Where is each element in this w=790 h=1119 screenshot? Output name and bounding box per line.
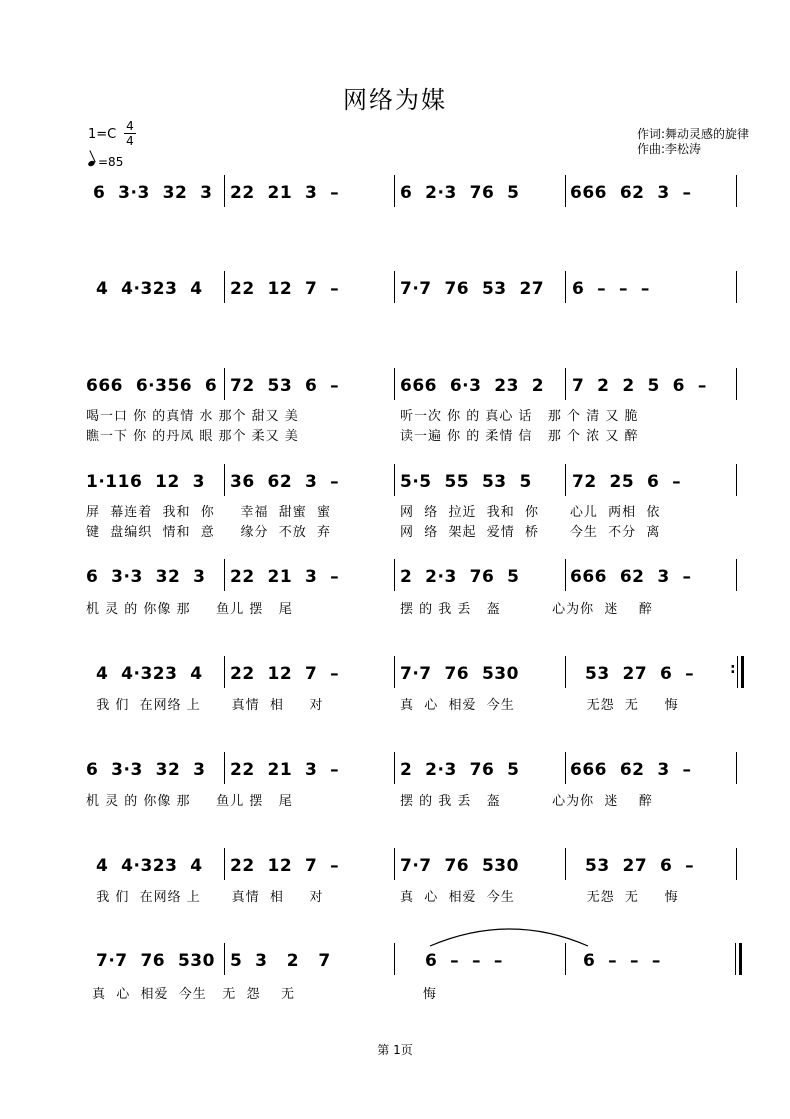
- measure: 4 4·323 4: [96, 856, 203, 876]
- measure: 6 3·3 32 3: [93, 183, 213, 203]
- measure: 666 6·356 6: [86, 376, 218, 396]
- measure: 666 62 3 –: [570, 567, 692, 587]
- lyric: 悔: [423, 987, 438, 1002]
- measure: 22 21 3 –: [230, 567, 340, 587]
- lyric: 机 灵 的 你像 那 鱼儿 摆 尾: [86, 602, 293, 617]
- measure: 7·7 76 530: [400, 664, 519, 684]
- measure: 22 21 3 –: [230, 760, 340, 780]
- lyric: 读一遍 你 的 柔情 信 那 个 浓 又 醉: [400, 429, 639, 444]
- lyric: 网 络 架起 爱情 桥 今生 不分 离: [400, 525, 661, 540]
- lyric: 机 灵 的 你像 那 鱼儿 摆 尾: [86, 794, 293, 809]
- page-number: 第 1页: [377, 1043, 413, 1057]
- measure: 72 25 6 –: [572, 472, 682, 492]
- measure: 53 27 6 –: [585, 664, 695, 684]
- measure: 666 62 3 –: [570, 183, 692, 203]
- measure: 2 2·3 76 5: [400, 567, 520, 587]
- measure: 22 12 7 –: [230, 856, 340, 876]
- lyric: 真 心 相爱 今生 无怨 无 悔: [400, 698, 679, 713]
- time-sig-bottom: 4: [126, 134, 134, 148]
- measure: 7·7 76 530: [96, 951, 215, 971]
- measure: 53 27 6 –: [585, 856, 695, 876]
- measure: 5 3 2 7: [230, 951, 331, 971]
- measure: 7·7 76 530: [400, 856, 519, 876]
- measure: 1·116 12 3: [86, 472, 205, 492]
- measure: 22 12 7 –: [230, 279, 340, 299]
- measure: 4 4·323 4: [96, 664, 203, 684]
- lyricist: 作词:舞动灵感的旋律: [637, 127, 750, 141]
- measure: 6 – – –: [572, 279, 650, 299]
- lyric: 喝一口 你 的真情 水 那个 甜又 美: [86, 409, 299, 424]
- measure: 6 2·3 76 5: [400, 183, 520, 203]
- lyric: 摆 的 我 丢 盔 心为你 迷 醉: [400, 602, 653, 617]
- measure: 6 3·3 32 3: [86, 760, 206, 780]
- lyric: 我 们 在网络 上 真情 相 对: [86, 890, 324, 905]
- measure: 5·5 55 53 5: [400, 472, 532, 492]
- measure: 666 6·3 23 2: [400, 376, 545, 396]
- time-sig-top: 4: [124, 119, 136, 134]
- tempo-value: =85: [98, 155, 124, 169]
- measure: 6 3·3 32 3: [86, 567, 206, 587]
- measure: 7 2 2 5 6 –: [572, 376, 707, 396]
- measure: 666 62 3 –: [570, 760, 692, 780]
- lyric: 真 心 相爱 今生 无 怨 无: [92, 987, 295, 1002]
- measure: 36 62 3 –: [230, 472, 340, 492]
- lyric: 我 们 在网络 上 真情 相 对: [86, 698, 324, 713]
- measure: 6 – – –: [583, 951, 661, 971]
- lyric: 屏 幕连着 我和 你 幸福 甜蜜 蜜: [86, 505, 331, 520]
- song-title: 网络为媒: [343, 86, 447, 114]
- lyric: 瞧一下 你 的丹凤 眼 那个 柔又 美: [86, 429, 299, 444]
- lyric: 网 络 拉近 我和 你 心儿 两相 依: [400, 505, 661, 520]
- measure: 7·7 76 53 27: [400, 279, 545, 299]
- measure: 4 4·323 4: [96, 279, 203, 299]
- measure: 22 21 3 –: [230, 183, 340, 203]
- key-signature: 1=C: [88, 127, 117, 142]
- measure: 22 12 7 –: [230, 664, 340, 684]
- measure: 72 53 6 –: [230, 376, 340, 396]
- lyric: 键 盘编织 情和 意 缘分 不放 弃: [86, 525, 331, 540]
- lyric: 摆 的 我 丢 盔 心为你 迷 醉: [400, 794, 653, 809]
- repeat-dots: :: [730, 661, 736, 677]
- measure: 2 2·3 76 5: [400, 760, 520, 780]
- measure: 6 – – –: [425, 951, 503, 971]
- composer: 作曲:李松涛: [637, 142, 702, 156]
- lyric: 听一次 你 的 真心 话 那 个 清 又 脆: [400, 409, 639, 424]
- lyric: 真 心 相爱 今生 无怨 无 悔: [400, 890, 679, 905]
